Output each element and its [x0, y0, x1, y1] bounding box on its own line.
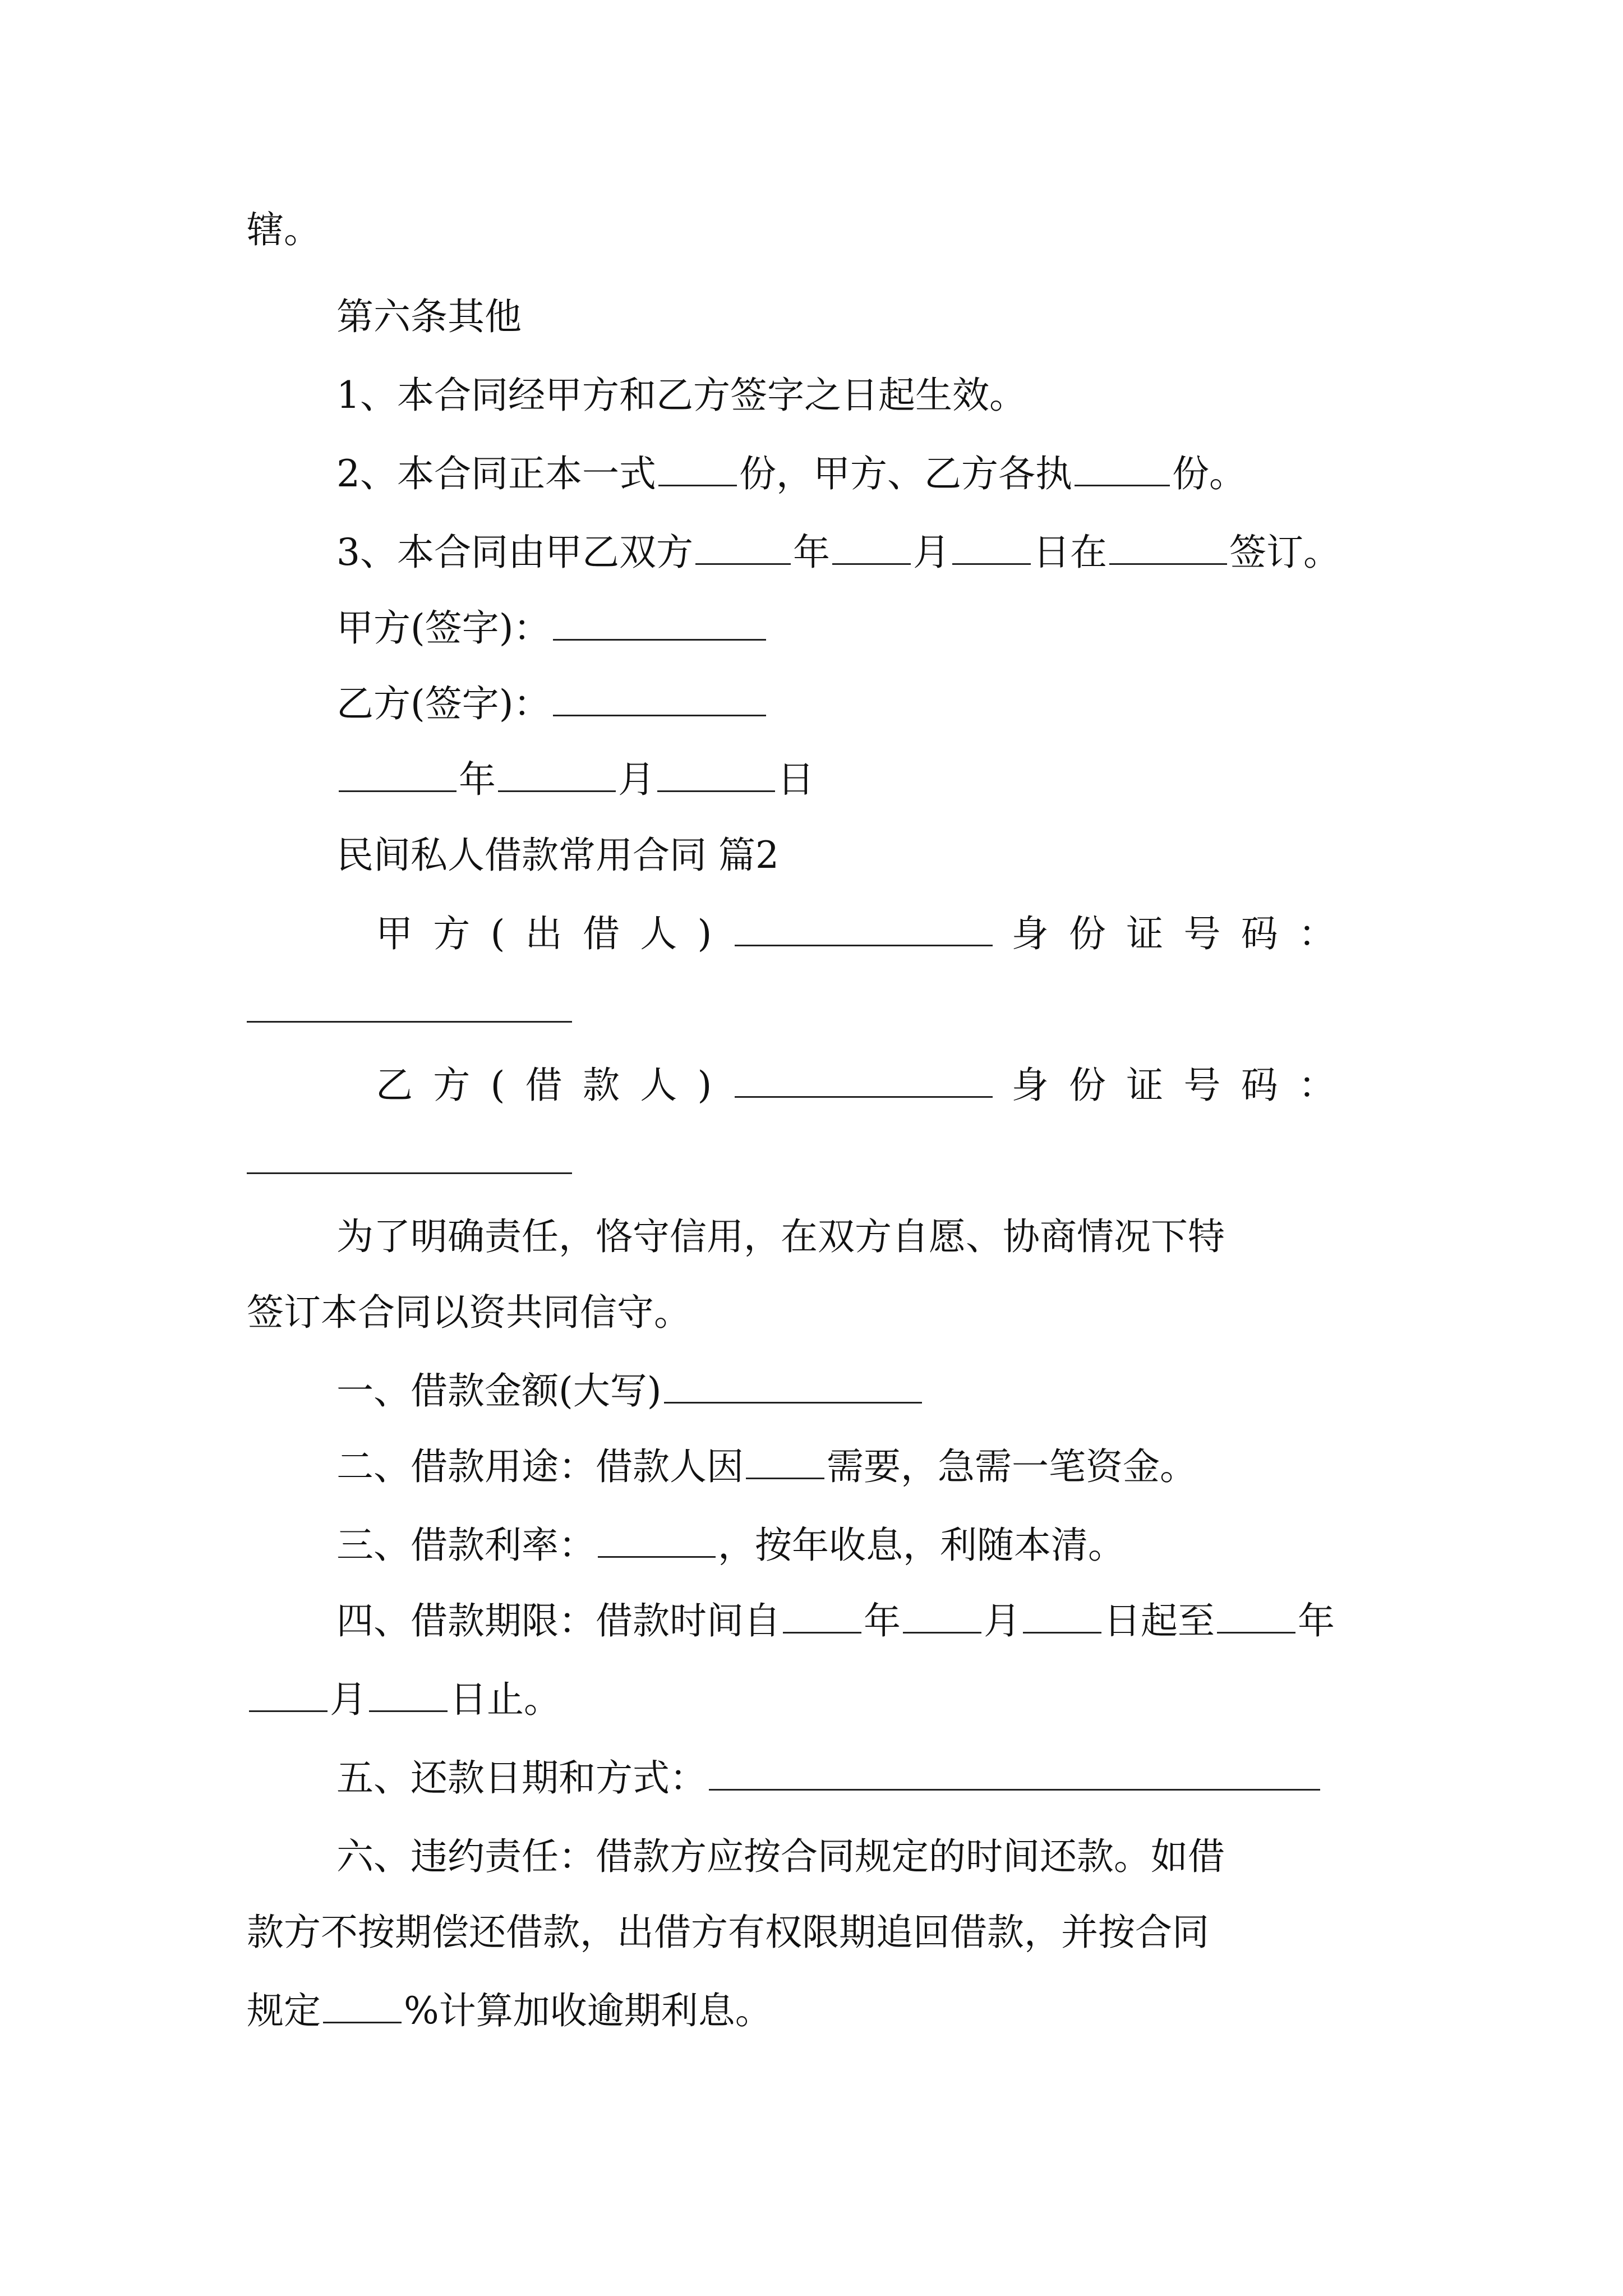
paragraph-line — [247, 1907, 1209, 1958]
text-span: %计算加收逾期利息。 — [404, 1989, 772, 2032]
text-span: 月 — [618, 758, 655, 801]
text-span: 五、还款日期和方式： — [336, 1756, 707, 1800]
text-span: 六、违约责任：借款方应按合同规定的时间还款。如借 — [336, 1835, 1225, 1878]
blank-field — [1109, 530, 1227, 565]
blank-field — [339, 757, 457, 792]
text-span: 月 — [330, 1678, 367, 1721]
date-line — [336, 754, 814, 805]
text-span: 辖。 — [247, 208, 321, 251]
clause-line — [336, 1596, 1335, 1646]
blank-field — [735, 911, 993, 946]
text-span: 份，甲方、乙方各执 — [739, 452, 1072, 495]
text-span: 2、本合同正本一式 — [336, 452, 656, 495]
blank-field — [783, 1598, 861, 1634]
blank-field — [735, 1062, 993, 1098]
text-span: 甲方(签字)： — [336, 606, 551, 650]
text-line — [247, 205, 321, 255]
blank-field — [498, 757, 616, 792]
text-span: 签订本合同以资共同信守。 — [247, 1291, 691, 1334]
text-span: 签订。 — [1229, 531, 1340, 574]
blank-field — [832, 530, 911, 565]
clause-line — [336, 1442, 1197, 1492]
paragraph-line — [336, 1212, 1225, 1262]
text-span: 乙方(签字)： — [336, 682, 551, 725]
blank-field — [664, 1368, 922, 1404]
text-span: 第六条其他 — [336, 295, 522, 338]
blank-field — [598, 1522, 716, 1558]
text-span: 甲方(出借人) — [376, 912, 732, 955]
section-heading — [336, 292, 522, 342]
text-span: 一、借款金额(大写) — [336, 1369, 662, 1412]
text-span: 日止。 — [450, 1678, 561, 1721]
text-span: 需要，急需一笔资金。 — [827, 1445, 1197, 1488]
clause-line — [336, 1753, 1322, 1803]
text-span: 乙方(借款人) — [376, 1064, 732, 1107]
contract-title — [336, 830, 779, 881]
paragraph-line — [247, 1287, 691, 1338]
text-span: 身份证号码： — [1011, 912, 1356, 955]
text-span: 日起至 — [1104, 1599, 1215, 1642]
blank-field — [746, 1444, 824, 1479]
party-line — [376, 1060, 1355, 1111]
blank-field — [369, 1677, 448, 1712]
blank-field — [657, 757, 775, 792]
blank-field — [952, 530, 1031, 565]
blank-field — [695, 530, 791, 565]
clause-line — [336, 1366, 924, 1416]
blank-field — [247, 1172, 572, 1174]
clause-line — [336, 527, 1340, 578]
text-span: 日在 — [1033, 531, 1107, 574]
text-span: 身份证号码： — [1011, 1064, 1356, 1107]
blank-field — [709, 1755, 1320, 1791]
blank-field — [1023, 1598, 1101, 1634]
blank-field — [323, 1988, 402, 2023]
party-line — [376, 909, 1355, 959]
text-span: 月 — [984, 1599, 1021, 1642]
blank-field — [1217, 1598, 1295, 1634]
text-span: 年 — [459, 758, 496, 801]
blank-field — [553, 605, 766, 641]
signature-line — [336, 679, 768, 729]
text-span: ，按年收息，利随本清。 — [718, 1524, 1125, 1567]
paragraph-line — [336, 1832, 1225, 1882]
text-span: 三、借款利率： — [336, 1524, 596, 1567]
text-span: 年 — [1298, 1599, 1335, 1642]
text-span: 年 — [864, 1599, 901, 1642]
text-span: 四、借款期限：借款时间自 — [336, 1599, 781, 1642]
text-span: 二、借款用途：借款人因 — [336, 1445, 744, 1488]
blank-field — [903, 1598, 981, 1634]
text-span: 月 — [913, 531, 950, 574]
clause-line — [336, 449, 1246, 499]
blank-field — [553, 681, 766, 716]
text-span: 民间私人借款常用合同 篇2 — [336, 834, 779, 877]
text-span: 规定 — [247, 1989, 321, 2032]
signature-line — [336, 603, 768, 654]
clause-line — [247, 1674, 561, 1725]
blank-field — [247, 1021, 572, 1023]
blank-field — [249, 1677, 328, 1712]
text-span: 款方不按期偿还借款，出借方有权限期追回借款，并按合同 — [247, 1911, 1209, 1954]
text-span: 3、本合同由甲乙双方 — [336, 531, 693, 574]
text-span: 份。 — [1172, 452, 1246, 495]
blank-field — [1075, 451, 1170, 486]
paragraph-line — [247, 1986, 772, 2036]
text-span: 为了明确责任，恪守信用，在双方自愿、协商情况下特 — [336, 1215, 1225, 1258]
text-span: 日 — [777, 758, 814, 801]
blank-field — [658, 451, 737, 486]
text-span: 年 — [793, 531, 830, 574]
clause-line — [336, 1520, 1125, 1571]
text-span: 1、本合同经甲方和乙方签字之日起生效。 — [336, 374, 1026, 417]
clause-line — [336, 370, 1026, 421]
